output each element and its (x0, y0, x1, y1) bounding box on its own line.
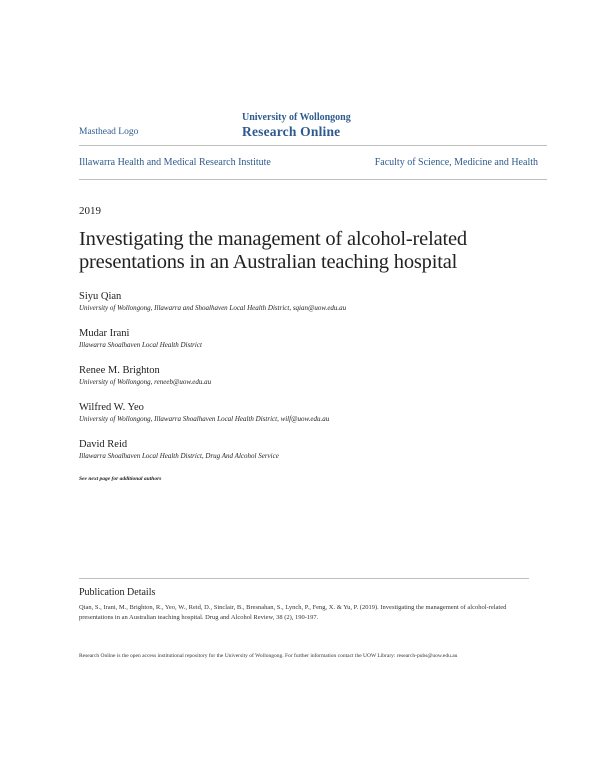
author-name[interactable]: Wilfred W. Yeo (79, 402, 144, 413)
author-affiliation: Illawarra Shoalhaven Local Health District (79, 341, 202, 349)
masthead-logo[interactable]: Masthead Logo (79, 127, 139, 137)
author-affiliation: Illawarra Shoalhaven Local Health District, Drug And Alcohol Service (79, 452, 279, 460)
author-entry (79, 401, 549, 425)
header-divider (79, 145, 547, 146)
department-link-left[interactable]: Illawarra Health and Medical Research Institute (79, 157, 271, 168)
repository-footer: Research Online is the open access institutional repository for the University of Wollongong. For further information contact the UOW Library: research-pubs@uow.edu.au (79, 653, 458, 659)
author-entry (79, 364, 549, 388)
author-affiliation: University of Wollongong, reneeb@uow.edu.au (79, 378, 212, 386)
department-divider (79, 179, 547, 180)
author-name[interactable]: Siyu Qian (79, 291, 122, 302)
publication-details-text: Qian, S., Irani, M., Brighton, R., Yeo, W., Reid, D., Sinclair, B., Bresnahan, S., Lynch, P., Feng, X. & Yu, P. (2019). Investigating the management of alcohol-related presentations in an Australian teaching hospital. Drug and Alcohol Review, 38 (2), 190-197. (79, 604, 507, 621)
author-name[interactable]: David Reid (79, 439, 128, 450)
author-name[interactable]: Mudar Irani (79, 328, 130, 339)
paper-title[interactable]: Investigating the management of alcohol-related presentations in an Australian teaching hospital (79, 228, 467, 273)
author-affiliation: University of Wollongong, Illawarra and Shoalhaven Local Health District, sqian@uow.edu.au (79, 304, 347, 312)
university-name[interactable]: University of Wollongong (242, 112, 351, 123)
author-entry (79, 438, 549, 462)
department-link-right[interactable]: Faculty of Science, Medicine and Health (374, 157, 538, 168)
author-entry (79, 290, 549, 314)
author-name[interactable]: Renee M. Brighton (79, 365, 160, 376)
author-entry (79, 327, 549, 351)
publication-details-heading: Publication Details (79, 587, 156, 598)
publication-divider (79, 578, 529, 579)
author-affiliation: University of Wollongong, Illawarra Shoalhaven Local Health District, wilf@uow.edu.au (79, 415, 330, 423)
publication-year: 2019 (79, 205, 101, 217)
author-list (79, 290, 549, 475)
see-next-page-note: See next page for additional authors (79, 476, 162, 482)
repository-name[interactable]: Research Online (242, 124, 341, 139)
